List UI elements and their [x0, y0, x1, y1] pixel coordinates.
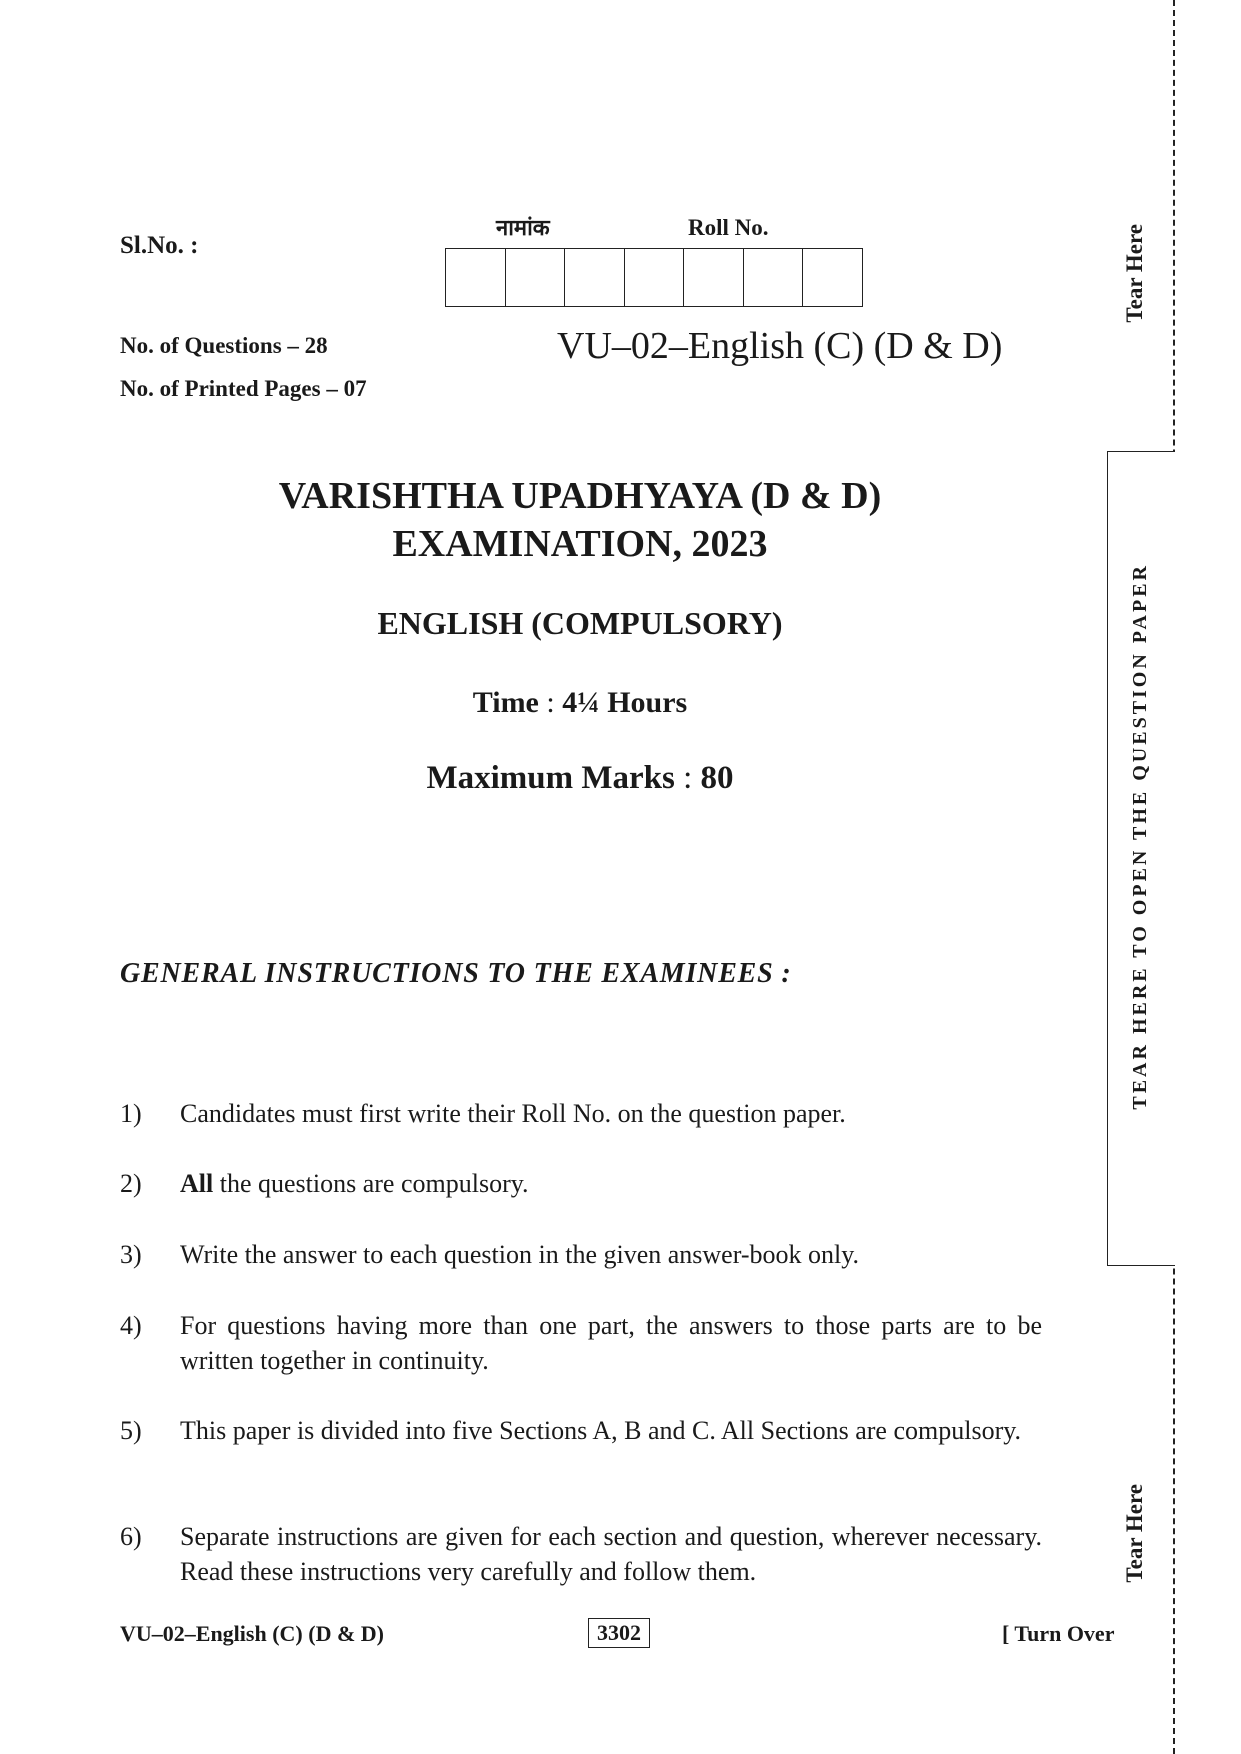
time-value: 4¼ Hours [562, 686, 688, 719]
hindi-roll-label: नामांक [496, 216, 550, 241]
time-label: Time [472, 686, 539, 719]
instruction-number: 6) [120, 1522, 142, 1551]
roll-number-label: Roll No. [688, 215, 769, 240]
roll-digit-box[interactable] [803, 248, 863, 307]
footer-box-number: 3302 [588, 1618, 650, 1648]
instruction-item [120, 1308, 1042, 1378]
tear-instruction-text: TEAR HERE TO OPEN THE QUESTION PAPER [1129, 563, 1151, 1110]
exam-year: EXAMINATION, 2023 [392, 523, 768, 565]
serial-number-label: Sl.No. : [120, 232, 199, 259]
exam-title: VARISHTHA UPADHYAYA (D & D) [278, 475, 882, 517]
instruction-text: Candidates must first write their Roll No. on the question paper. [180, 1099, 846, 1128]
instruction-text [180, 1166, 1042, 1201]
instruction-bold-word: All [180, 1169, 214, 1198]
instruction-number: 3) [120, 1240, 142, 1269]
instruction-text-rest: the questions are compulsory. [213, 1169, 529, 1198]
printed-pages-count: No. of Printed Pages – 07 [120, 376, 367, 401]
questions-count: No. of Questions – 28 [120, 333, 328, 358]
marks-separator: : [683, 760, 701, 796]
marks-value: 80 [700, 760, 734, 796]
instruction-text: This paper is divided into five Sections A, B and C. All Sections are compulsory. [180, 1416, 1022, 1445]
instruction-number: 2) [120, 1169, 142, 1198]
tear-here-bottom-label: Tear Here [1122, 1484, 1147, 1583]
roll-digit-box[interactable] [625, 248, 685, 307]
instruction-item [120, 1413, 1042, 1448]
instruction-text: Separate instructions are given for each section and question, wherever necessary. Read these instructions very carefully and follow them. [180, 1522, 1042, 1586]
instruction-text: Write the answer to each question in the given answer-book only. [180, 1240, 860, 1269]
instruction-number: 5) [120, 1416, 142, 1445]
instruction-number: 4) [120, 1311, 142, 1340]
roll-number-boxes[interactable] [445, 248, 863, 307]
paper-code: VU–02–English (C) (D & D) [557, 325, 1003, 367]
roll-digit-box[interactable] [446, 248, 506, 307]
instruction-number: 1) [120, 1099, 142, 1128]
instruction-item [120, 1096, 1042, 1131]
roll-digit-box[interactable] [684, 248, 744, 307]
instructions-heading: GENERAL INSTRUCTIONS TO THE EXAMINEES : [120, 958, 792, 989]
instruction-item [120, 1519, 1042, 1589]
time-line [0, 686, 1160, 720]
tear-here-top-label: Tear Here [1122, 224, 1147, 323]
marks-label: Maximum Marks [426, 760, 675, 796]
roll-digit-box[interactable] [506, 248, 566, 307]
instruction-item [120, 1166, 1042, 1201]
subject-title: ENGLISH (COMPULSORY) [377, 605, 783, 641]
turn-over-label: [ Turn Over [1002, 1621, 1115, 1646]
time-separator: : [546, 686, 563, 719]
marks-line [0, 760, 1160, 797]
instruction-item [120, 1237, 1042, 1272]
instruction-text: For questions having more than one part, the answers to those parts are to be written together in continuity. [180, 1311, 1042, 1375]
footer-paper-code: VU–02–English (C) (D & D) [120, 1621, 384, 1646]
roll-digit-box[interactable] [565, 248, 625, 307]
roll-digit-box[interactable] [744, 248, 804, 307]
